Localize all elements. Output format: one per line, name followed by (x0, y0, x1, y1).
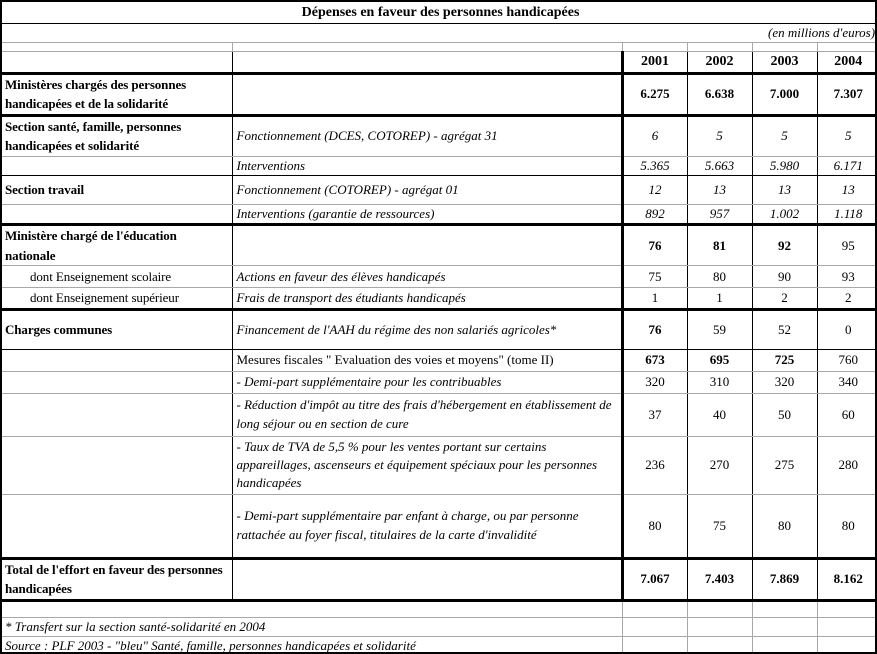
value-2001: 892 (622, 204, 687, 224)
row-description (232, 558, 622, 600)
empty-cell (2, 600, 622, 617)
value-2003: 13 (752, 175, 817, 204)
row-label: Ministères chargés des personnes handicapées et de la solidarité (2, 73, 232, 115)
value-2003: 1.002 (752, 204, 817, 224)
value-2004: 2 (817, 288, 877, 310)
table-row (2, 266, 877, 288)
empty-cell (752, 636, 817, 654)
value-2004: 8.162 (817, 558, 877, 600)
value-2004: 340 (817, 371, 877, 393)
row-description: Fonctionnement (DCES, COTOREP) - agrégat 31 (232, 115, 622, 156)
row-label: Total de l'effort en faveur des personnes handicapées (2, 558, 232, 600)
value-2003: 2 (752, 288, 817, 310)
value-2001: 6 (622, 115, 687, 156)
unit-note: (en millions d'euros) (2, 24, 877, 43)
row-description: Mesures fiscales " Evaluation des voies et moyens" (tome II) (232, 349, 622, 371)
value-2003: 5.980 (752, 156, 817, 175)
value-2004: 7.307 (817, 73, 877, 115)
empty-cell (687, 617, 752, 636)
value-2001: 673 (622, 349, 687, 371)
row-description (232, 73, 622, 115)
empty-cell (817, 636, 877, 654)
row-description: Actions en faveur des élèves handicapés (232, 266, 622, 288)
row-label (2, 494, 232, 558)
header-empty-cell (232, 52, 622, 74)
empty-cell (687, 636, 752, 654)
empty-cell (752, 617, 817, 636)
row-description: Financement de l'AAH du régime des non salariés agricoles* (232, 309, 622, 349)
value-2003: 80 (752, 494, 817, 558)
value-2004: 95 (817, 225, 877, 266)
value-2001: 1 (622, 288, 687, 310)
table-row (2, 156, 877, 175)
year-header-2001: 2001 (622, 52, 687, 74)
value-2004: 0 (817, 309, 877, 349)
page-title: Dépenses en faveur des personnes handicapées (2, 2, 877, 24)
value-2003: 92 (752, 225, 817, 266)
spacer-cell (752, 43, 817, 52)
value-2002: 5.663 (687, 156, 752, 175)
table-row (2, 371, 877, 393)
row-label (2, 371, 232, 393)
year-header-2004: 2004 (817, 52, 877, 74)
row-label (2, 156, 232, 175)
value-2002: 13 (687, 175, 752, 204)
value-2002: 81 (687, 225, 752, 266)
value-2004: 5 (817, 115, 877, 156)
table-row (2, 494, 877, 558)
spacer-cell (2, 43, 232, 52)
value-2004: 13 (817, 175, 877, 204)
table-row (2, 73, 877, 115)
expenses-table (2, 2, 877, 654)
row-description: - Demi-part supplémentaire par enfant à charge, ou par personne rattachée au foyer fiscal, titulaires de la carte d'invalidité (232, 494, 622, 558)
spacer-cell (817, 43, 877, 52)
row-description: Frais de transport des étudiants handicapés (232, 288, 622, 310)
table-row (2, 349, 877, 371)
empty-cell (622, 617, 687, 636)
footnote-transfert: * Transfert sur la section santé-solidarité en 2004 (2, 617, 622, 636)
value-2003: 5 (752, 115, 817, 156)
value-2003: 7.869 (752, 558, 817, 600)
empty-cell (752, 600, 817, 617)
value-2002: 957 (687, 204, 752, 224)
title-row (2, 2, 877, 24)
row-description: Fonctionnement (COTOREP) - agrégat 01 (232, 175, 622, 204)
value-2004: 6.171 (817, 156, 877, 175)
row-label (2, 349, 232, 371)
value-2001: 12 (622, 175, 687, 204)
row-label (2, 393, 232, 436)
year-header-2002: 2002 (687, 52, 752, 74)
spacer-cell (687, 43, 752, 52)
table-row (2, 393, 877, 436)
empty-row (2, 600, 877, 617)
footnote-row (2, 617, 877, 636)
value-2002: 40 (687, 393, 752, 436)
value-2001: 236 (622, 436, 687, 494)
table-row (2, 288, 877, 310)
empty-cell (817, 617, 877, 636)
value-2002: 310 (687, 371, 752, 393)
row-label: dont Enseignement supérieur (2, 288, 232, 310)
value-2002: 270 (687, 436, 752, 494)
value-2002: 6.638 (687, 73, 752, 115)
table-row (2, 204, 877, 224)
header-empty-cell (2, 52, 232, 74)
row-label: Charges communes (2, 309, 232, 349)
value-2003: 320 (752, 371, 817, 393)
row-description (232, 225, 622, 266)
value-2002: 59 (687, 309, 752, 349)
value-2001: 76 (622, 225, 687, 266)
value-2001: 7.067 (622, 558, 687, 600)
unit-row (2, 24, 877, 43)
value-2002: 1 (687, 288, 752, 310)
row-label: dont Enseignement scolaire (2, 266, 232, 288)
value-2004: 60 (817, 393, 877, 436)
value-2003: 7.000 (752, 73, 817, 115)
value-2004: 93 (817, 266, 877, 288)
table-row (2, 558, 877, 600)
table-row (2, 225, 877, 266)
value-2004: 80 (817, 494, 877, 558)
value-2001: 80 (622, 494, 687, 558)
value-2004: 760 (817, 349, 877, 371)
row-label (2, 436, 232, 494)
table-row (2, 309, 877, 349)
table-body (2, 73, 877, 600)
value-2002: 80 (687, 266, 752, 288)
row-label: Ministère chargé de l'éducation nationale (2, 225, 232, 266)
source-row (2, 636, 877, 654)
table-row (2, 436, 877, 494)
value-2002: 7.403 (687, 558, 752, 600)
value-2003: 50 (752, 393, 817, 436)
spacer-row (2, 43, 877, 52)
value-2001: 320 (622, 371, 687, 393)
row-label: Section santé, famille, personnes handicapées et solidarité (2, 115, 232, 156)
spacer-cell (232, 43, 622, 52)
value-2001: 6.275 (622, 73, 687, 115)
row-description: - Taux de TVA de 5,5 % pour les ventes portant sur certains appareillages, ascenseurs et équipement spéciaux pour les personnes handicapées (232, 436, 622, 494)
value-2004: 280 (817, 436, 877, 494)
row-description: Interventions (232, 156, 622, 175)
table-row (2, 175, 877, 204)
empty-cell (622, 600, 687, 617)
value-2001: 75 (622, 266, 687, 288)
row-description: - Réduction d'impôt au titre des frais d'hébergement en établissement de long séjour ou en section de cure (232, 393, 622, 436)
value-2001: 5.365 (622, 156, 687, 175)
year-header-row (2, 52, 877, 74)
empty-cell (622, 636, 687, 654)
value-2003: 52 (752, 309, 817, 349)
value-2003: 90 (752, 266, 817, 288)
value-2002: 695 (687, 349, 752, 371)
year-header-2003: 2003 (752, 52, 817, 74)
value-2003: 725 (752, 349, 817, 371)
value-2003: 275 (752, 436, 817, 494)
value-2004: 1.118 (817, 204, 877, 224)
empty-cell (687, 600, 752, 617)
value-2001: 76 (622, 309, 687, 349)
value-2001: 37 (622, 393, 687, 436)
source-note: Source : PLF 2003 - "bleu" Santé, famille, personnes handicapées et solidarité (5, 637, 416, 653)
spacer-cell (622, 43, 687, 52)
table-row (2, 115, 877, 156)
row-description: - Demi-part supplémentaire pour les contribuables (232, 371, 622, 393)
value-2002: 5 (687, 115, 752, 156)
row-label (2, 204, 232, 224)
row-label: Section travail (2, 175, 232, 204)
value-2002: 75 (687, 494, 752, 558)
row-description: Interventions (garantie de ressources) (232, 204, 622, 224)
empty-cell (817, 600, 877, 617)
